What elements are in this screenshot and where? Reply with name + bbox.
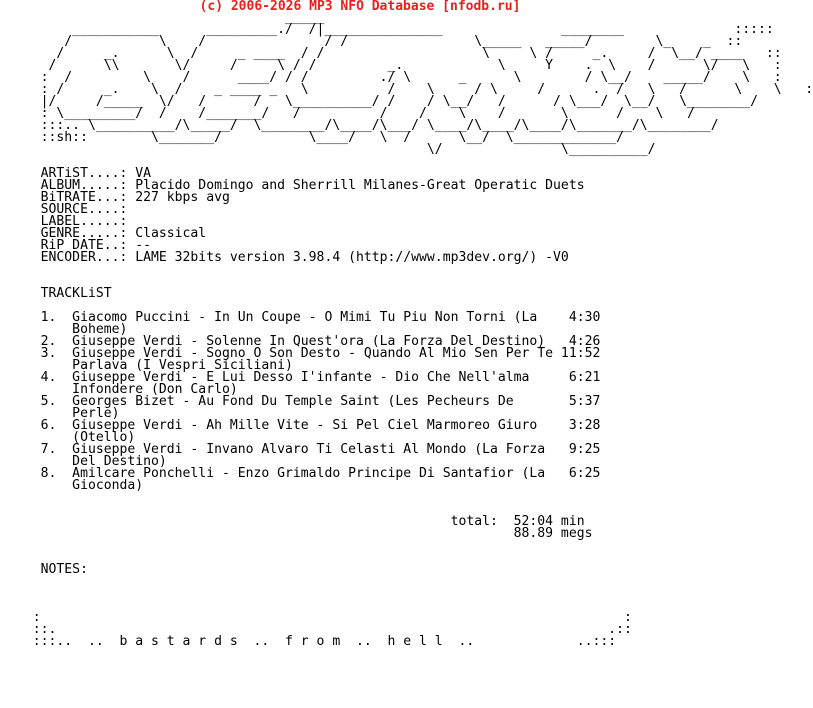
nfo-line: / _. \ / _ ____ / / \ \ / _. / \__/ ____ :: (17, 46, 782, 61)
nfo-line: : / _. \ / _ ____ _ \ / \ / \ / . / \ / \ \ : (17, 82, 813, 97)
nfo-line: : / \ / ____/ / / ./ \ _ \ / \__/ _____/ \ : (17, 70, 782, 85)
nfo-line: 5. Georges Bizet - Au Fond Du Temple Saint (Les Pecheurs De 5:37 (17, 394, 601, 409)
nfo-line: ENCODER...: LAME 32bits version 3.98.4 (http://www.mp3dev.org/) -V0 (17, 250, 569, 265)
nfo-line: : : (17, 610, 632, 625)
nfo-line: RiP DATE..: -- (17, 238, 152, 253)
nfo-line: ARTiST....: VA (17, 166, 152, 181)
nfo-line: / \ / / / \_____ _____/ \_ _ :: (17, 34, 743, 49)
nfo-line: ::. .:: (17, 622, 632, 637)
nfo-line: 4. Giuseppe Verdi - E Lui Desso I'infante - Dio Che Nell'alma 6:21 (17, 370, 601, 385)
nfo-line: :::.. \__________/\_____/ \________/\____/\___/ \____/\____/\____/\_______/\________/ (17, 118, 719, 133)
nfo-line: 88.89 megs (17, 526, 593, 541)
nfo-line: Infondere (Don Carlo) (17, 382, 238, 397)
nfo-line: 8. Amilcare Ponchelli - Enzo Grimaldo Principe Di Santafior (La 6:25 (17, 466, 601, 481)
nfo-text-body (17, 12, 813, 648)
nfo-line: _____ (17, 10, 325, 25)
page-header-copyright: (c) 2006-2026 MP3 NFO Database [nfodb.ru] (199, 0, 521, 14)
nfo-line: \/ \__________/ (17, 142, 656, 157)
nfo-line: 3. Giuseppe Verdi - Sogno O Son Desto - Quando Al Mio Sen Per Te 11:52 (17, 346, 601, 361)
nfo-line: GENRE.....: Classical (17, 226, 207, 241)
nfo-line: 1. Giacomo Puccini - In Un Coupe - O Mimi Tu Piu Non Torni (La 4:30 (17, 310, 601, 325)
nfo-line: Gioconda) (17, 478, 144, 493)
nfo-line: Perle) (17, 406, 120, 421)
nfo-line: : \_________/ / /_______/ / / / \ / \ / \ / (17, 106, 695, 121)
nfo-line: Del Destino) (17, 454, 167, 469)
nfo-line: SOURCE....: (17, 202, 128, 217)
nfo-line: ALBUM.....: Placido Domingo and Sherrill Milanes-Great Operatic Duets (17, 178, 585, 193)
nfo-line: LABEL.....: (17, 214, 128, 229)
nfo-line: 6. Giuseppe Verdi - Ah Mille Vite - Si Pel Ciel Marmoreo Giuro 3:28 (17, 418, 601, 433)
nfo-line: / \\ \/ / \ / / _. \ Y . \ / \/ \ : (17, 58, 782, 73)
nfo-line: ::sh:: \_______/ \____/ \ / \__/ \_____________/ (17, 130, 624, 145)
nfo-line: (Otello) (17, 430, 136, 445)
nfo-line: :::.. .. b a s t a r d s .. f r o m .. h e l l .. ..::: (17, 634, 617, 649)
nfo-line: |/ /_____ \/ / / \__________/ / / \__/ / / \___/ \__/ \________/ (17, 94, 759, 109)
nfo-line: Boheme) (17, 322, 128, 337)
nfo-line: NOTES: (17, 562, 88, 577)
nfo-line: ___________ _________./ /|_______________ ________ ::::: (17, 22, 774, 37)
nfo-line: total: 52:04 min (17, 514, 585, 529)
nfo-line: TRACKLiST (17, 286, 112, 301)
nfo-line: BiTRATE...: 227 kbps avg (17, 190, 230, 205)
nfo-line: 7. Giuseppe Verdi - Invano Alvaro Ti Celasti Al Mondo (La Forza 9:25 (17, 442, 601, 457)
nfo-line: 2. Giuseppe Verdi - Solenne In Quest'ora (La Forza Del Destino) 4:26 (17, 334, 601, 349)
nfo-line: Parlava (I Vespri Siciliani) (17, 358, 293, 373)
